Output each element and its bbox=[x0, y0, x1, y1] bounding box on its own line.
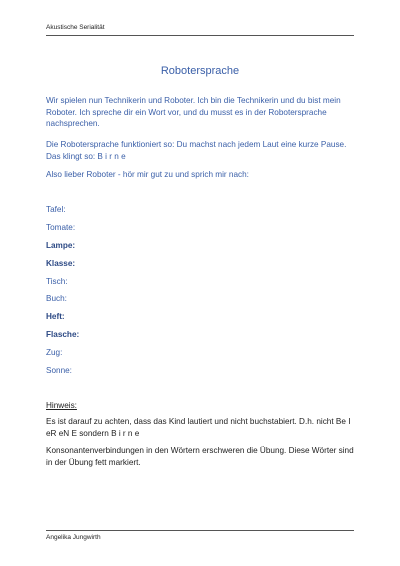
hint-heading: Hinweis: bbox=[46, 401, 77, 410]
word-item: Zug: bbox=[46, 348, 63, 358]
word-item: Klasse: bbox=[46, 258, 76, 268]
word-item: Tomate: bbox=[46, 222, 76, 232]
hint-paragraph-1: Es ist darauf zu achten, dass das Kind lautiert und nicht buchstabiert. D.h. nicht Be I eR eN E sondern B i r n e bbox=[46, 417, 351, 438]
word-item: Heft: bbox=[46, 312, 65, 322]
hint-paragraph-2: Konsonantenverbindungen in den Wörtern erschweren die Übung. Diese Wörter sind in der Übung fett markiert. bbox=[46, 446, 354, 467]
page-footer: Angelika Jungwirth bbox=[46, 534, 101, 541]
word-item: Flasche: bbox=[46, 330, 80, 340]
document-title: Robotersprache bbox=[160, 65, 240, 77]
word-item: Tisch: bbox=[46, 276, 68, 286]
word-list bbox=[46, 203, 79, 382]
word-item: Buch: bbox=[46, 294, 67, 304]
header-divider bbox=[46, 35, 354, 36]
page-header: Akustische Serialität bbox=[46, 24, 105, 31]
word-item: Tafel: bbox=[46, 205, 66, 214]
word-item: Sonne: bbox=[46, 366, 72, 376]
footer-divider bbox=[46, 530, 354, 531]
intro-paragraph-3: Also lieber Roboter - hör mir gut zu und sprich mir nach: bbox=[46, 170, 249, 179]
word-item: Lampe: bbox=[46, 240, 76, 250]
intro-paragraph-1: Wir spielen nun Technikerin und Roboter. Ich bin die Technikerin und du bist mein Roboter. Ich spreche dir ein Wort vor, und du musst es in der Robotersprache nachsprechen. bbox=[46, 96, 341, 129]
intro-paragraph-2: Die Robotersprache funktioniert so: Du machst nach jedem Laut eine kurze Pause. Das klingt so: B i r n e bbox=[46, 140, 347, 161]
